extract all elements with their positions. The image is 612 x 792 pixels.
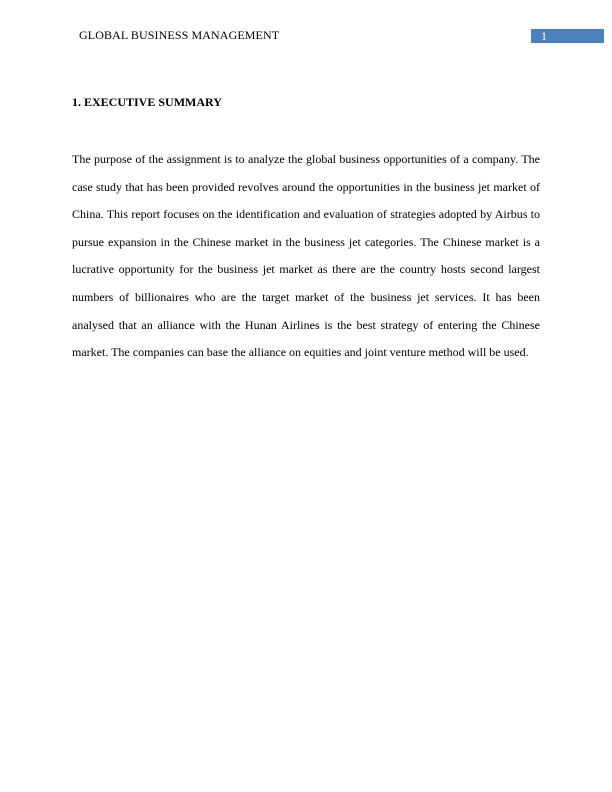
page-number: 1 bbox=[531, 29, 604, 43]
section-heading: 1. EXECUTIVE SUMMARY bbox=[72, 95, 222, 109]
executive-summary-paragraph: The purpose of the assignment is to analyze the global business opportunities of a company. The case study that has been provided revolves around the opportunities in the business jet market of China. This report focuses on the identification and evaluation of strategies adopted by Airbus to pursue expansion in the Chinese market in the business jet categories. The Chinese market is a lucrative opportunity for the business jet market as there are the country hosts second largest numbers of billionaires who are the target market of the business jet services. It has been analysed that an alliance with the Hunan Airlines is the best strategy of entering the Chinese market. The companies can base the alliance on equities and joint venture method will be used. bbox=[72, 152, 540, 360]
running-head: GLOBAL BUSINESS MANAGEMENT bbox=[79, 28, 280, 42]
